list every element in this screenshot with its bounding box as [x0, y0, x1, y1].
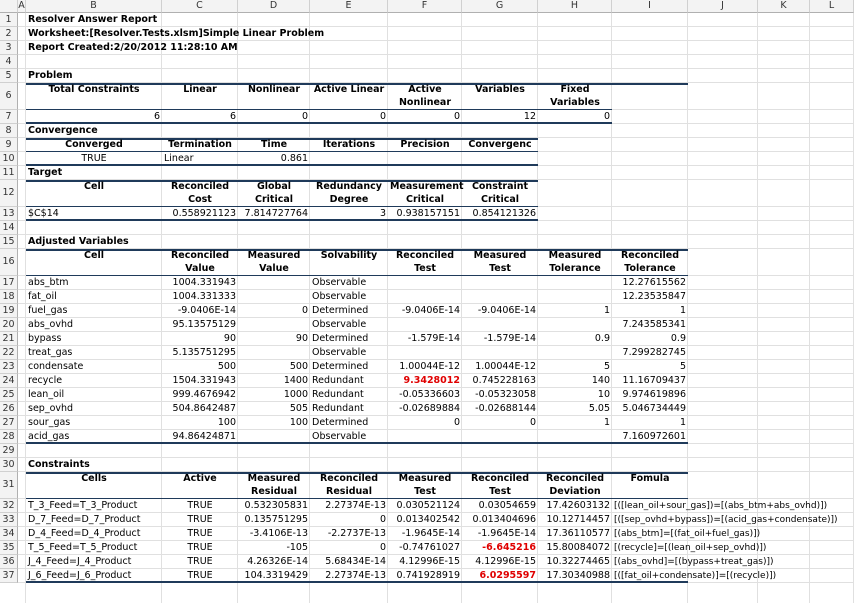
- constraints-header[interactable]: Active: [183, 473, 217, 484]
- problem-value[interactable]: 6: [153, 111, 160, 122]
- variable-value[interactable]: 1: [603, 305, 610, 316]
- constraint-value[interactable]: -2.2737E-13: [327, 528, 386, 539]
- variable-value[interactable]: -0.02689884: [399, 403, 460, 414]
- row-header[interactable]: 14: [0, 221, 18, 235]
- constraint-formula[interactable]: [(abs_btm]=[(fat_oil+fuel_gas)]): [614, 529, 761, 539]
- row-header[interactable]: 37: [0, 569, 18, 583]
- constraint-name[interactable]: J_4_Feed=J_4_Product: [28, 556, 132, 567]
- constraint-name[interactable]: T_5_Feed=T_5_Product: [28, 542, 138, 553]
- table-border: [26, 109, 612, 110]
- variable-value[interactable]: 1.00044E-12: [399, 361, 460, 372]
- variable-value[interactable]: -0.05336603: [399, 389, 460, 400]
- row-header[interactable]: 24: [0, 374, 18, 388]
- variable-value[interactable]: 12.27615562: [622, 277, 686, 288]
- row-header[interactable]: 33: [0, 513, 18, 527]
- variable-value[interactable]: 11.16709437: [622, 375, 686, 386]
- variable-value[interactable]: Observable: [312, 431, 367, 442]
- constraint-value[interactable]: TRUE: [187, 528, 213, 539]
- section-problem[interactable]: Problem: [28, 70, 73, 81]
- variable-value[interactable]: 1.00044E-12: [475, 361, 536, 372]
- column-header-h[interactable]: H: [538, 0, 612, 13]
- variable-value[interactable]: [388, 276, 462, 290]
- row-header[interactable]: 18: [0, 290, 18, 304]
- variable-value[interactable]: [462, 346, 538, 360]
- variable-value[interactable]: Redundant: [312, 403, 364, 414]
- variable-name[interactable]: fat_oil: [28, 291, 57, 302]
- variable-value[interactable]: Observable: [312, 347, 367, 358]
- variable-name[interactable]: sep_ovhd: [28, 403, 74, 414]
- constraint-value[interactable]: -0.74761027: [399, 542, 460, 553]
- variable-value[interactable]: 0: [453, 417, 460, 428]
- row-header[interactable]: 29: [0, 444, 18, 458]
- variables-header[interactable]: Reconciled Value: [170, 250, 230, 274]
- row-header[interactable]: 17: [0, 276, 18, 290]
- constraint-value[interactable]: 0.030521124: [396, 500, 460, 511]
- variables-header[interactable]: Measured Tolerance: [548, 250, 602, 274]
- row-header[interactable]: 3: [0, 41, 18, 55]
- problem-value[interactable]: 0: [301, 111, 308, 122]
- variable-value[interactable]: -9.0406E-14: [177, 305, 236, 316]
- row-header[interactable]: 5: [0, 69, 18, 83]
- variable-value[interactable]: 999.4676942: [172, 389, 236, 400]
- constraint-value[interactable]: 0.532305831: [244, 500, 308, 511]
- constraints-header[interactable]: Measured Test: [398, 473, 452, 497]
- target-value[interactable]: 0.558921123: [172, 208, 236, 219]
- constraint-name[interactable]: J_6_Feed=J_6_Product: [28, 570, 132, 581]
- variable-value[interactable]: [462, 290, 538, 304]
- problem-header[interactable]: Linear: [183, 84, 217, 95]
- target-header[interactable]: Global Critical: [254, 181, 293, 205]
- row-header[interactable]: 2: [0, 27, 18, 41]
- column-header-g[interactable]: G: [462, 0, 538, 13]
- variable-value[interactable]: Determined: [312, 305, 369, 316]
- problem-value[interactable]: 12: [523, 111, 536, 122]
- problem-header[interactable]: Nonlinear: [247, 84, 301, 95]
- constraint-value[interactable]: 4.12996E-15: [399, 556, 460, 567]
- problem-header[interactable]: Active Nonlinear: [398, 84, 452, 108]
- table-border: [26, 442, 688, 444]
- variable-value[interactable]: 7.299282745: [622, 347, 686, 358]
- convergence-header[interactable]: Convergenc: [468, 139, 532, 150]
- row-header[interactable]: 26: [0, 402, 18, 416]
- target-header[interactable]: Measurement Critical: [390, 181, 464, 205]
- variable-value[interactable]: -9.0406E-14: [477, 305, 536, 316]
- variable-name[interactable]: fuel_gas: [28, 305, 68, 316]
- constraint-value[interactable]: 4.26326E-14: [247, 556, 308, 567]
- variable-value[interactable]: 1000: [283, 389, 308, 400]
- variable-value[interactable]: [238, 276, 310, 290]
- variable-value[interactable]: 1: [679, 305, 686, 316]
- constraint-value[interactable]: 0.013404696: [472, 514, 536, 525]
- target-header[interactable]: Constraint Critical: [471, 181, 529, 205]
- variables-header[interactable]: Solvability: [320, 250, 378, 261]
- variable-value[interactable]: 5.046734449: [622, 403, 686, 414]
- variable-value[interactable]: 1504.331943: [172, 375, 236, 386]
- row-header[interactable]: 12: [0, 180, 18, 207]
- constraints-header[interactable]: Reconciled Test: [470, 473, 530, 497]
- variable-value[interactable]: 5.05: [588, 403, 610, 414]
- variable-value[interactable]: 0.745228163: [472, 375, 536, 386]
- target-value[interactable]: 0.854121326: [472, 208, 536, 219]
- column-header-c[interactable]: C: [162, 0, 238, 13]
- target-cell[interactable]: $C$14: [28, 208, 59, 219]
- variable-value[interactable]: 505: [289, 403, 308, 414]
- time-value[interactable]: 0.861: [280, 153, 308, 164]
- variable-value[interactable]: [462, 318, 538, 332]
- column-header-i[interactable]: I: [612, 0, 688, 13]
- row-header[interactable]: 22: [0, 346, 18, 360]
- constraint-name[interactable]: T_3_Feed=T_3_Product: [28, 500, 138, 511]
- column-header-d[interactable]: D: [238, 0, 310, 13]
- row-header[interactable]: 27: [0, 416, 18, 430]
- variable-value[interactable]: Redundant: [312, 375, 364, 386]
- constraint-value[interactable]: 0.135751295: [244, 514, 308, 525]
- variable-value[interactable]: Observable: [312, 291, 367, 302]
- report-title[interactable]: Resolver Answer Report: [28, 14, 158, 25]
- column-header-e[interactable]: E: [310, 0, 388, 13]
- variable-value[interactable]: [238, 318, 310, 332]
- column-header-f[interactable]: F: [388, 0, 462, 13]
- row-header[interactable]: 36: [0, 555, 18, 569]
- constraint-value[interactable]: -3.4106E-13: [249, 528, 308, 539]
- constraint-value[interactable]: 17.36110577: [546, 528, 610, 539]
- variable-value[interactable]: -1.579E-14: [407, 333, 460, 344]
- target-value[interactable]: 7.814727764: [244, 208, 308, 219]
- variable-value[interactable]: Determined: [312, 417, 369, 428]
- row-header[interactable]: 20: [0, 318, 18, 332]
- variable-value[interactable]: 1004.331333: [172, 291, 236, 302]
- column-header-a[interactable]: A: [18, 0, 25, 11]
- row-header[interactable]: 35: [0, 541, 18, 555]
- target-value[interactable]: 0.938157151: [396, 208, 460, 219]
- constraint-formula[interactable]: [([lean_oil+sour_gas])=[(abs_btm+abs_ovhd)]): [614, 501, 828, 511]
- variable-value[interactable]: 94.86424871: [172, 431, 236, 442]
- variable-value[interactable]: 5: [603, 361, 610, 372]
- constraint-value[interactable]: 0: [379, 514, 386, 525]
- target-value[interactable]: 3: [379, 208, 386, 219]
- row-header[interactable]: 15: [0, 235, 18, 249]
- variable-value[interactable]: [462, 276, 538, 290]
- variable-value[interactable]: 1400: [283, 375, 308, 386]
- variable-value[interactable]: [538, 346, 612, 360]
- problem-header[interactable]: Total Constraints: [48, 84, 140, 95]
- variable-value[interactable]: 9.974619896: [622, 389, 686, 400]
- variable-value[interactable]: -1.579E-14: [483, 333, 536, 344]
- variable-value[interactable]: -0.02688144: [475, 403, 536, 414]
- variable-value[interactable]: 7.160972601: [622, 431, 686, 442]
- constraint-value[interactable]: 0: [379, 542, 386, 553]
- variables-header[interactable]: Measured Test: [473, 250, 527, 274]
- table-border: [26, 219, 538, 221]
- variable-value[interactable]: [538, 290, 612, 304]
- row-header[interactable]: 13: [0, 207, 18, 221]
- row-header[interactable]: 6: [0, 83, 18, 110]
- variable-value[interactable]: [388, 290, 462, 304]
- variable-value[interactable]: [388, 346, 462, 360]
- variable-value[interactable]: Determined: [312, 333, 369, 344]
- constraint-value[interactable]: TRUE: [187, 500, 213, 511]
- variable-name[interactable]: treat_gas: [28, 347, 73, 358]
- variable-value[interactable]: 140: [591, 375, 610, 386]
- converged-value[interactable]: TRUE: [81, 153, 107, 164]
- variable-value[interactable]: 500: [217, 361, 236, 372]
- convergence-header[interactable]: Iterations: [322, 139, 376, 150]
- convergence-header[interactable]: Converged: [65, 139, 123, 150]
- section-adjusted-variables[interactable]: Adjusted Variables: [28, 236, 129, 247]
- variable-value[interactable]: 1004.331943: [172, 277, 236, 288]
- variable-value[interactable]: 7.243585341: [622, 319, 686, 330]
- termination-value[interactable]: Linear: [164, 153, 194, 164]
- variables-header[interactable]: Cell: [84, 250, 104, 261]
- constraint-value[interactable]: 0.03054659: [478, 500, 536, 511]
- constraint-value[interactable]: -1.9645E-14: [477, 528, 536, 539]
- variable-value[interactable]: 5.135751295: [172, 347, 236, 358]
- target-header[interactable]: Cell: [84, 181, 104, 192]
- section-target[interactable]: Target: [28, 167, 63, 178]
- constraint-value[interactable]: -6.645216: [482, 542, 536, 553]
- variable-value[interactable]: 0: [529, 417, 536, 428]
- variable-name[interactable]: abs_ovhd: [28, 319, 74, 330]
- constraint-value[interactable]: 5.68434E-14: [325, 556, 386, 567]
- variable-value[interactable]: -9.0406E-14: [401, 305, 460, 316]
- constraint-value[interactable]: 15.80084072: [546, 542, 610, 553]
- row-header[interactable]: 8: [0, 124, 18, 138]
- variable-name[interactable]: sour_gas: [28, 417, 71, 428]
- variable-value[interactable]: [538, 276, 612, 290]
- row-header[interactable]: 19: [0, 304, 18, 318]
- row-header[interactable]: 32: [0, 499, 18, 513]
- variable-value[interactable]: Redundant: [312, 389, 364, 400]
- constraint-formula[interactable]: [([fat_oil+condensate)]=[(recycle)]): [614, 571, 777, 581]
- variable-value[interactable]: Observable: [312, 319, 367, 330]
- row-header[interactable]: 10: [0, 152, 18, 166]
- constraint-value[interactable]: 10.32274465: [546, 556, 610, 567]
- select-all-corner[interactable]: [0, 0, 18, 13]
- constraint-value[interactable]: 2.27374E-13: [325, 500, 386, 511]
- constraint-value[interactable]: 104.3319429: [244, 570, 308, 581]
- target-header[interactable]: Redundancy Degree: [316, 181, 382, 205]
- variable-value[interactable]: [538, 318, 612, 332]
- constraints-header[interactable]: Reconciled Residual: [319, 473, 379, 497]
- constraint-formula[interactable]: [(recycle]=[(lean_oil+sep_ovhd)]): [614, 543, 767, 553]
- variable-value[interactable]: 1: [679, 417, 686, 428]
- report-created[interactable]: Report Created:2/20/2012 11:28:10 AM: [28, 42, 238, 53]
- row-header[interactable]: 1: [0, 13, 18, 27]
- variable-name[interactable]: bypass: [28, 333, 62, 344]
- constraint-formula[interactable]: [(abs_ovhd]=[(bypass+treat_gas)]): [614, 557, 774, 567]
- target-header[interactable]: Reconciled Cost: [170, 181, 230, 205]
- variable-value[interactable]: 0: [301, 305, 308, 316]
- problem-header[interactable]: Variables: [475, 84, 525, 95]
- column-header-k[interactable]: K: [758, 0, 810, 13]
- variable-value[interactable]: 100: [217, 417, 236, 428]
- section-convergence[interactable]: Convergence: [28, 125, 98, 136]
- constraint-value[interactable]: 10.12714457: [546, 514, 610, 525]
- constraint-value[interactable]: TRUE: [187, 542, 213, 553]
- row-header[interactable]: 23: [0, 360, 18, 374]
- variable-value[interactable]: -0.05323058: [475, 389, 536, 400]
- variable-value[interactable]: [238, 346, 310, 360]
- variable-value[interactable]: 504.8642487: [172, 403, 236, 414]
- variable-value[interactable]: 5: [679, 361, 686, 372]
- row-header[interactable]: 28: [0, 430, 18, 444]
- table-border: [26, 581, 688, 583]
- variables-header[interactable]: Measured Value: [247, 250, 301, 274]
- constraint-name[interactable]: D_4_Feed=D_4_Product: [28, 528, 141, 539]
- convergence-header[interactable]: Termination: [168, 139, 232, 150]
- constraint-value[interactable]: -105: [286, 542, 308, 553]
- constraint-value[interactable]: 2.27374E-13: [325, 570, 386, 581]
- problem-value[interactable]: 0: [379, 111, 386, 122]
- row-header[interactable]: 9: [0, 138, 18, 152]
- row-header[interactable]: 11: [0, 166, 18, 180]
- constraint-formula[interactable]: [([sep_ovhd+bypass])=[(acid_gas+condensate)]): [614, 515, 838, 525]
- constraint-value[interactable]: TRUE: [187, 556, 213, 567]
- constraint-value[interactable]: 0.013402542: [396, 514, 460, 525]
- variable-value[interactable]: Observable: [312, 277, 367, 288]
- variable-value[interactable]: 1: [603, 417, 610, 428]
- variable-value[interactable]: [238, 290, 310, 304]
- variable-value[interactable]: 10: [597, 389, 610, 400]
- variable-value[interactable]: 9.3428012: [403, 375, 460, 386]
- constraint-value[interactable]: 0.741928919: [396, 570, 460, 581]
- variable-name[interactable]: recycle: [28, 375, 63, 386]
- constraint-name[interactable]: D_7_Feed=D_7_Product: [28, 514, 141, 525]
- variable-value[interactable]: Determined: [312, 361, 369, 372]
- row-header[interactable]: 31: [0, 472, 18, 499]
- report-worksheet[interactable]: Worksheet:[Resolver.Tests.xlsm]Simple Linear Problem: [28, 28, 325, 39]
- row-header[interactable]: 16: [0, 249, 18, 276]
- variables-header[interactable]: Reconciled Tolerance: [620, 250, 680, 274]
- variable-value[interactable]: 100: [289, 417, 308, 428]
- column-header-b[interactable]: B: [26, 0, 162, 13]
- row-header[interactable]: 21: [0, 332, 18, 346]
- row-header[interactable]: 4: [0, 55, 18, 69]
- variable-value[interactable]: 500: [289, 361, 308, 372]
- variable-name[interactable]: condensate: [28, 361, 84, 372]
- convergence-header[interactable]: Time: [260, 139, 288, 150]
- constraints-header[interactable]: Fomula: [630, 473, 670, 484]
- problem-value[interactable]: 0: [453, 111, 460, 122]
- constraint-value[interactable]: TRUE: [187, 514, 213, 525]
- variable-value[interactable]: 90: [295, 333, 308, 344]
- row-header[interactable]: 25: [0, 388, 18, 402]
- variable-value[interactable]: 90: [223, 333, 236, 344]
- problem-header[interactable]: Active Linear: [313, 84, 385, 95]
- constraints-header[interactable]: Measured Residual: [247, 473, 301, 497]
- constraints-header[interactable]: Cells: [81, 473, 107, 484]
- constraint-value[interactable]: 6.0295597: [479, 570, 536, 581]
- variable-name[interactable]: acid_gas: [28, 431, 70, 442]
- variable-value[interactable]: 0.9: [670, 333, 686, 344]
- variable-value[interactable]: [388, 318, 462, 332]
- convergence-header[interactable]: Precision: [400, 139, 450, 150]
- variable-value[interactable]: 12.23535847: [622, 291, 686, 302]
- row-header[interactable]: 7: [0, 110, 18, 124]
- variable-value[interactable]: 0.9: [594, 333, 610, 344]
- column-header-j[interactable]: J: [688, 0, 758, 13]
- variable-value[interactable]: 95.13575129: [172, 319, 236, 330]
- problem-header[interactable]: Fixed Variables: [550, 84, 600, 108]
- constraint-value[interactable]: 17.30340988: [546, 570, 610, 581]
- constraint-value[interactable]: TRUE: [187, 570, 213, 581]
- section-constraints[interactable]: Constraints: [28, 459, 90, 470]
- constraint-value[interactable]: 17.42603132: [546, 500, 610, 511]
- problem-value[interactable]: 0: [603, 111, 610, 122]
- constraint-value[interactable]: -1.9645E-14: [401, 528, 460, 539]
- row-header[interactable]: 30: [0, 458, 18, 472]
- variable-name[interactable]: lean_oil: [28, 389, 65, 400]
- constraints-header[interactable]: Reconciled Deviation: [545, 473, 605, 497]
- constraint-value[interactable]: 4.12996E-15: [475, 556, 536, 567]
- variable-name[interactable]: abs_btm: [28, 277, 69, 288]
- problem-value[interactable]: 6: [229, 111, 236, 122]
- column-header-l[interactable]: L: [810, 0, 854, 13]
- variables-header[interactable]: Reconciled Test: [395, 250, 455, 274]
- row-header[interactable]: 34: [0, 527, 18, 541]
